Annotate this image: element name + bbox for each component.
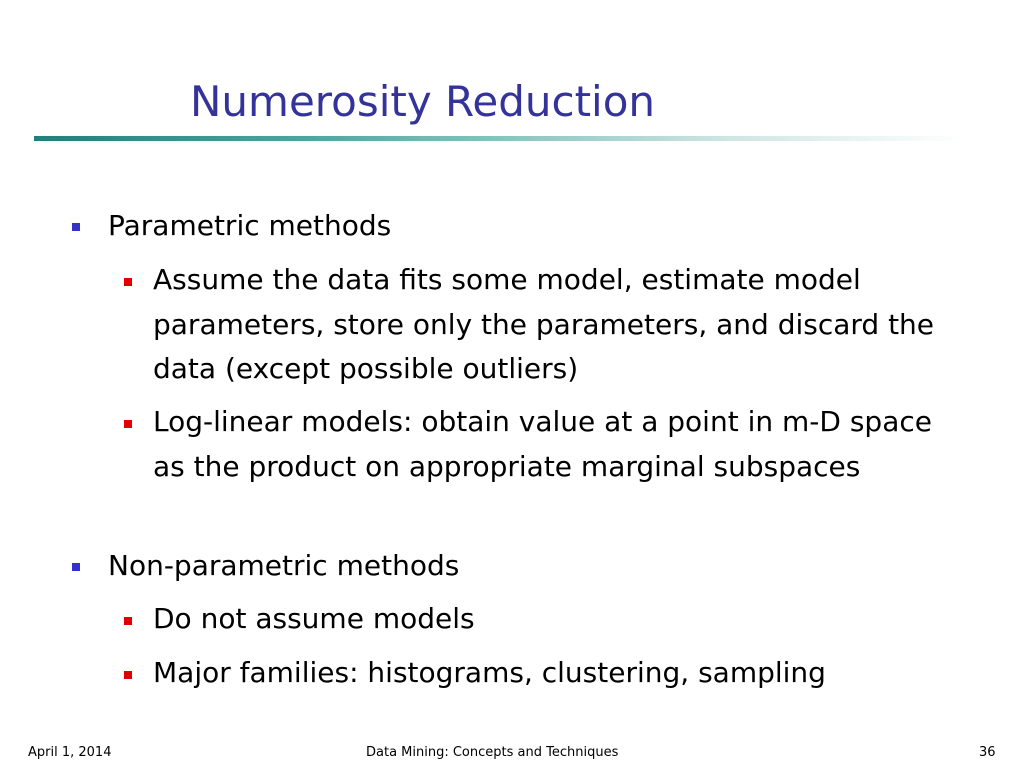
square-bullet-icon [72,563,80,571]
footer-page-number: 36 [979,745,996,760]
square-bullet-icon [124,617,132,625]
bullet-parametric-methods: Parametric methods [108,209,392,242]
footer-course-title: Data Mining: Concepts and Techniques [366,745,619,760]
square-bullet-icon [124,420,132,428]
square-bullet-icon [72,223,80,231]
bullet-non-parametric-methods: Non-parametric methods [108,549,460,582]
sub-bullet-assume-model: Assume the data fits some model, estimate model parameters, store only the parameters, and discard the data (except possible outliers) [153,263,935,385]
sub-bullet-log-linear: Log-linear models: obtain value at a point in m-D space as the product on appropriate marginal subspaces [153,405,932,483]
footer-date: April 1, 2014 [28,745,112,760]
square-bullet-icon [124,671,132,679]
sub-bullet-no-models: Do not assume models [153,602,475,635]
slide-title: Numerosity Reduction [190,77,656,126]
square-bullet-icon [124,278,132,286]
sub-bullet-major-families: Major families: histograms, clustering, sampling [153,656,826,689]
